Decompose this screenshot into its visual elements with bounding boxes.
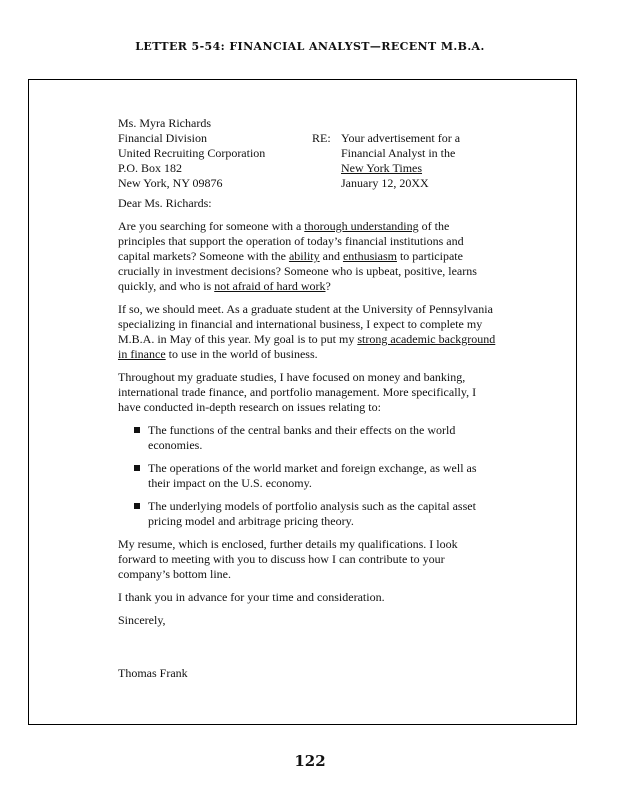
re-label: RE: [312,131,331,145]
recipient-company: United Recruiting Corporation [118,146,266,160]
recipient-address [118,116,308,191]
re-reference [341,131,501,191]
square-bullet-icon [134,503,140,509]
list-item: The functions of the central banks and their effects on the world economies. [118,423,498,453]
list-item: The operations of the world market and foreign exchange, as well as their impact on the U.S. economy. [118,461,498,491]
letter-header [118,116,498,194]
page-heading: LETTER 5-54: FINANCIAL ANALYST—RECENT M.B.A. [135,40,485,53]
salutation: Dear Ms. Richards: [118,196,212,210]
emphasis-ability: ability [288,249,320,263]
research-list [118,423,498,529]
page-number: 122 [294,752,326,770]
letter-date: January 12, 20XX [341,176,429,190]
paragraph-5: I thank you in advance for your time and consideration. [118,590,385,604]
emphasis-enthusiasm: enthusiasm [342,249,397,263]
signature-name: Thomas Frank [118,666,188,680]
recipient-po-box: P.O. Box 182 [118,161,183,175]
emphasis-hard-work: not afraid of hard work [214,279,326,293]
paragraph-4: My resume, which is enclosed, further details my qualifications. I look forward to meeting with you to discuss how I can contribute to your company’s bottom line. [118,537,458,581]
paragraph-1: Are you searching for someone with a thorough understanding of the principles that support the operation of today’s financial institutions and capital markets? Someone with the ability and enthusiasm to participate crucially in investment decisions? Someone who is upbeat, positive, learns quickly, and who is not afraid of hard work? [118,219,477,293]
recipient-city: New York, NY 09876 [118,176,223,190]
recipient-name: Ms. Myra Richards [118,116,211,130]
emphasis-thorough-understanding: thorough understanding [304,219,419,233]
letter-body [118,116,498,681]
re-line-1: Your advertisement for a [341,131,461,145]
square-bullet-icon [134,465,140,471]
paragraph-3: Throughout my graduate studies, I have focused on money and banking, international trade finance, and portfolio management. More specifically, I have conducted in-depth research on issues relating to: [118,370,477,414]
square-bullet-icon [134,427,140,433]
closing: Sincerely, [118,613,166,627]
paragraph-2: If so, we should meet. As a graduate student at the University of Pennsylvania specializing in financial and international business, I expect to complete my M.B.A. in May of this year. My goal is to put my strong academic background in finance to use in the world of business. [118,302,496,361]
re-publication: New York Times [341,161,423,175]
recipient-division: Financial Division [118,131,207,145]
list-item: The underlying models of portfolio analysis such as the capital asset pricing model and arbitrage pricing theory. [118,499,498,529]
emphasis-academic-background: strong academic background in finance [118,332,496,361]
re-line-2: Financial Analyst in the [341,146,456,160]
